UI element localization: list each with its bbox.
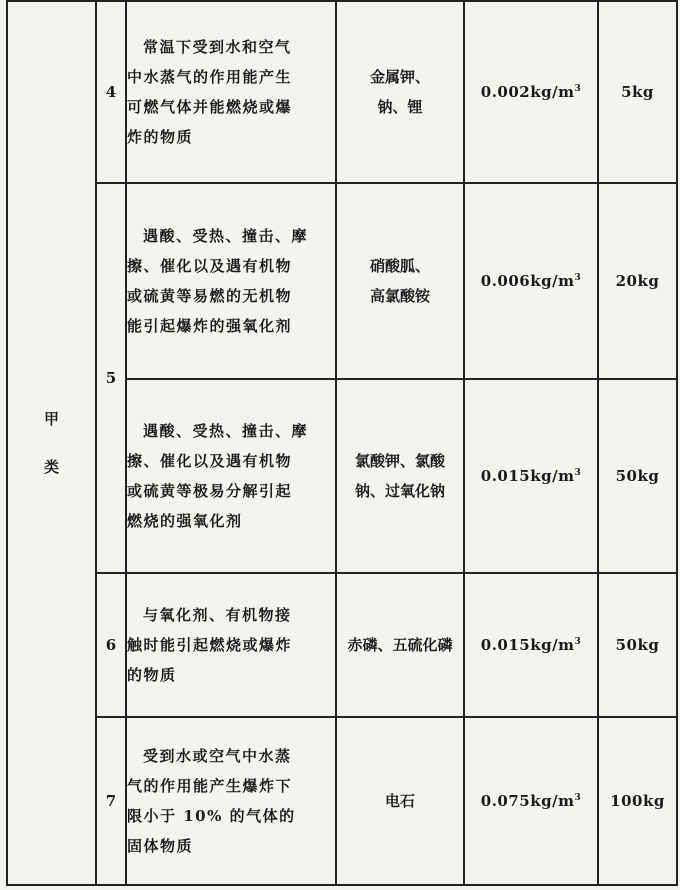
desc-line: 中水蒸气的作用能产生 (127, 68, 293, 86)
example-line: 氯酸钾、氯酸 (354, 452, 445, 470)
desc-line: 受到水或空气中水蒸 (143, 747, 292, 765)
row-number: 7 (96, 717, 126, 885)
table-row (7, 573, 677, 717)
desc-line: 常温下受到水和空气 (143, 38, 292, 56)
desc-line: 或硫黄等极易分解引起 (127, 482, 293, 500)
example-line: 钠、过氧化钠 (354, 482, 445, 500)
category-char-1: 甲 (43, 410, 59, 428)
category-cell (7, 1, 96, 885)
desc-line: 燃烧的强氧化剂 (127, 512, 243, 530)
desc-line: 与氧化剂、有机物接 (143, 606, 292, 624)
quantity-cell: 50kg (598, 573, 677, 717)
example-line: 金属钾、 (369, 68, 430, 86)
limit-value: 0.002kg/m (480, 83, 575, 101)
example-line: 硝酸胍、 (369, 257, 430, 275)
desc-line: 擦、催化以及遇有机物 (127, 257, 293, 275)
limit-exponent: 3 (574, 468, 582, 478)
limit-cell (464, 573, 598, 717)
limit-cell (464, 717, 598, 885)
table-row (7, 183, 677, 379)
limit-exponent: 3 (574, 637, 582, 647)
description-cell (126, 183, 336, 379)
desc-line: 遇酸、受热、撞击、摩 (143, 227, 309, 245)
desc-line: 气的作用能产生爆炸下 (127, 777, 293, 795)
desc-line: 遇酸、受热、撞击、摩 (143, 422, 309, 440)
quantity-cell: 5kg (598, 1, 677, 183)
desc-line: 可燃气体并能燃烧或爆 (127, 98, 293, 116)
quantity-cell: 100kg (598, 717, 677, 885)
examples-cell (336, 1, 464, 183)
description-cell (126, 717, 336, 885)
desc-line: 固体物质 (127, 837, 194, 855)
description-cell (126, 379, 336, 573)
examples-cell (336, 573, 464, 717)
desc-line: 擦、催化以及遇有机物 (127, 452, 293, 470)
row-number: 5 (96, 183, 126, 573)
examples-cell (336, 379, 464, 573)
limit-value: 0.006kg/m (480, 272, 575, 290)
example-line: 高氯酸铵 (369, 287, 430, 305)
hazard-table (6, 0, 678, 886)
limit-exponent: 3 (574, 273, 582, 283)
limit-value: 0.075kg/m (480, 792, 575, 810)
description-cell (126, 573, 336, 717)
desc-line: 能引起爆炸的强氧化剂 (127, 317, 293, 335)
limit-value: 0.015kg/m (480, 467, 575, 485)
example-line: 电石 (384, 792, 415, 810)
examples-cell (336, 183, 464, 379)
quantity-cell: 50kg (598, 379, 677, 573)
limit-exponent: 3 (574, 793, 582, 803)
row-number: 4 (96, 1, 126, 183)
quantity-cell: 20kg (598, 183, 677, 379)
limit-value: 0.015kg/m (480, 636, 575, 654)
table-row (7, 717, 677, 885)
desc-line: 的物质 (127, 666, 177, 684)
limit-exponent: 3 (574, 84, 582, 94)
description-cell (126, 1, 336, 183)
limit-cell (464, 183, 598, 379)
limit-cell (464, 379, 598, 573)
example-line: 赤磷、五硫化磷 (347, 636, 453, 654)
desc-line: 或硫黄等易燃的无机物 (127, 287, 293, 305)
desc-line: 炸的物质 (127, 128, 194, 146)
table-row (7, 1, 677, 183)
category-char-2: 类 (43, 458, 59, 476)
row-number: 6 (96, 573, 126, 717)
desc-line: 触时能引起燃烧或爆炸 (127, 636, 293, 654)
limit-cell (464, 1, 598, 183)
example-line: 钠、锂 (377, 98, 423, 116)
examples-cell (336, 717, 464, 885)
desc-line: 限小于 10% 的气体的 (127, 807, 296, 825)
